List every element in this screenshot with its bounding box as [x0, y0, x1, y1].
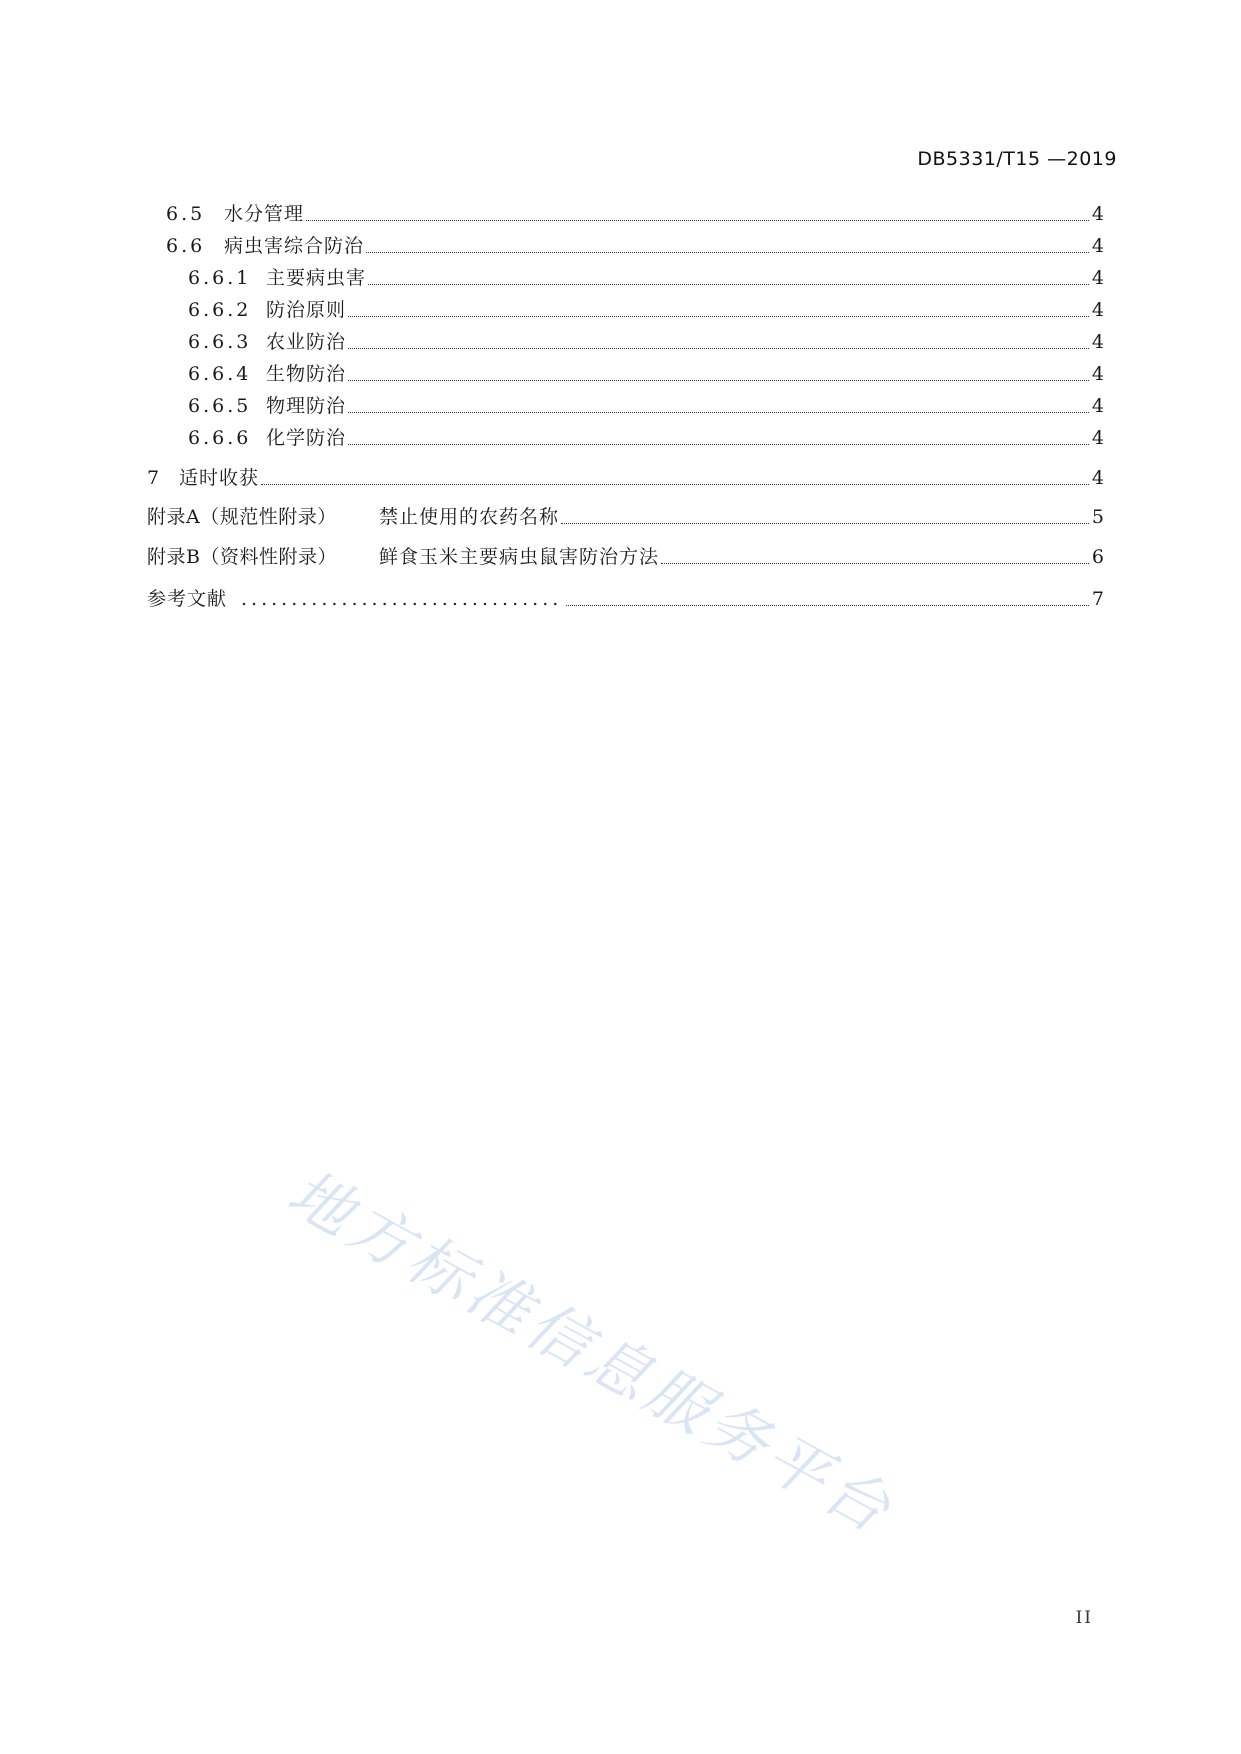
- toc-page-number: 4: [1091, 331, 1104, 353]
- toc-entry-6-6-2[interactable]: [188, 298, 1104, 322]
- toc-leader-dots: [306, 219, 1089, 221]
- toc-entry-6-6-6[interactable]: [188, 426, 1104, 450]
- toc-page-number: 4: [1091, 363, 1104, 385]
- toc-entry-6-6-4[interactable]: [188, 362, 1104, 386]
- toc-title: 水分管理: [224, 203, 305, 225]
- toc-page-number: 7: [1091, 588, 1104, 610]
- toc-leader-dots: [566, 604, 1089, 606]
- toc-leader-dots: [366, 251, 1089, 253]
- toc-title: 适时收获: [179, 467, 260, 489]
- toc-leader-dots: [561, 522, 1089, 524]
- toc-page-number: 4: [1091, 267, 1104, 289]
- toc-number: 6.6: [166, 235, 206, 257]
- toc-number: 7: [147, 467, 163, 489]
- toc-page-number: 4: [1091, 395, 1104, 417]
- toc-number: 6.6.1: [188, 267, 252, 289]
- toc-page-number: 6: [1091, 546, 1104, 568]
- toc-page-number: 5: [1091, 506, 1104, 528]
- toc-entry-references[interactable]: [147, 587, 1104, 611]
- toc-entry-6-6-3[interactable]: [188, 330, 1104, 354]
- toc-entry-6-6-5[interactable]: [188, 394, 1104, 418]
- toc-title: 化学防治: [266, 427, 347, 449]
- toc-number: 附录A（规范性附录）: [147, 506, 337, 528]
- toc-leader-dots: [348, 315, 1089, 317]
- toc-title: 物理防治: [266, 395, 347, 417]
- toc-entry-7[interactable]: [147, 466, 1104, 490]
- watermark: 地方标准信息服务平台: [276, 1155, 907, 1549]
- toc-spaced-dots: ................................: [241, 588, 563, 610]
- toc-title: 防治原则: [266, 299, 347, 321]
- toc-leader-dots: [368, 283, 1089, 285]
- toc-number: 6.6.5: [188, 395, 252, 417]
- toc-leader-dots: [348, 443, 1089, 445]
- toc-page-number: 4: [1091, 235, 1104, 257]
- toc-leader-dots: [348, 379, 1089, 381]
- toc-entry-6-6[interactable]: [166, 234, 1104, 258]
- toc-leader-dots: [348, 347, 1089, 349]
- document-code: DB5331/T15 —2019: [917, 148, 1117, 170]
- toc-page-number: 4: [1091, 467, 1104, 489]
- toc-number: 6.6.2: [188, 299, 252, 321]
- toc-title: 生物防治: [266, 363, 347, 385]
- toc-page-number: 4: [1091, 427, 1104, 449]
- toc-number: 6.6.4: [188, 363, 252, 385]
- toc-title: 参考文献: [147, 588, 228, 610]
- toc-number: 附录B（资料性附录）: [147, 546, 337, 568]
- toc-leader-dots: [348, 411, 1089, 413]
- toc-entry-appendix-b[interactable]: [147, 545, 1104, 569]
- toc-number: 6.5: [166, 203, 206, 225]
- toc-title: 主要病虫害: [266, 267, 367, 289]
- toc-entry-appendix-a[interactable]: [147, 505, 1104, 529]
- toc-entry-6-6-1[interactable]: [188, 266, 1104, 290]
- toc-number: 6.6.3: [188, 331, 252, 353]
- toc-title: 鲜食玉米主要病虫鼠害防治方法: [379, 546, 660, 568]
- toc-leader-dots: [261, 483, 1089, 485]
- toc-leader-dots: [661, 562, 1089, 564]
- toc-page-number: 4: [1091, 203, 1104, 225]
- page-number: II: [1075, 1608, 1093, 1628]
- toc-title: 病虫害综合防治: [224, 235, 365, 257]
- toc-entry-6-5[interactable]: [166, 202, 1104, 226]
- toc-title: 农业防治: [266, 331, 347, 353]
- toc-title: 禁止使用的农药名称: [379, 506, 560, 528]
- toc-page-number: 4: [1091, 299, 1104, 321]
- toc-number: 6.6.6: [188, 427, 252, 449]
